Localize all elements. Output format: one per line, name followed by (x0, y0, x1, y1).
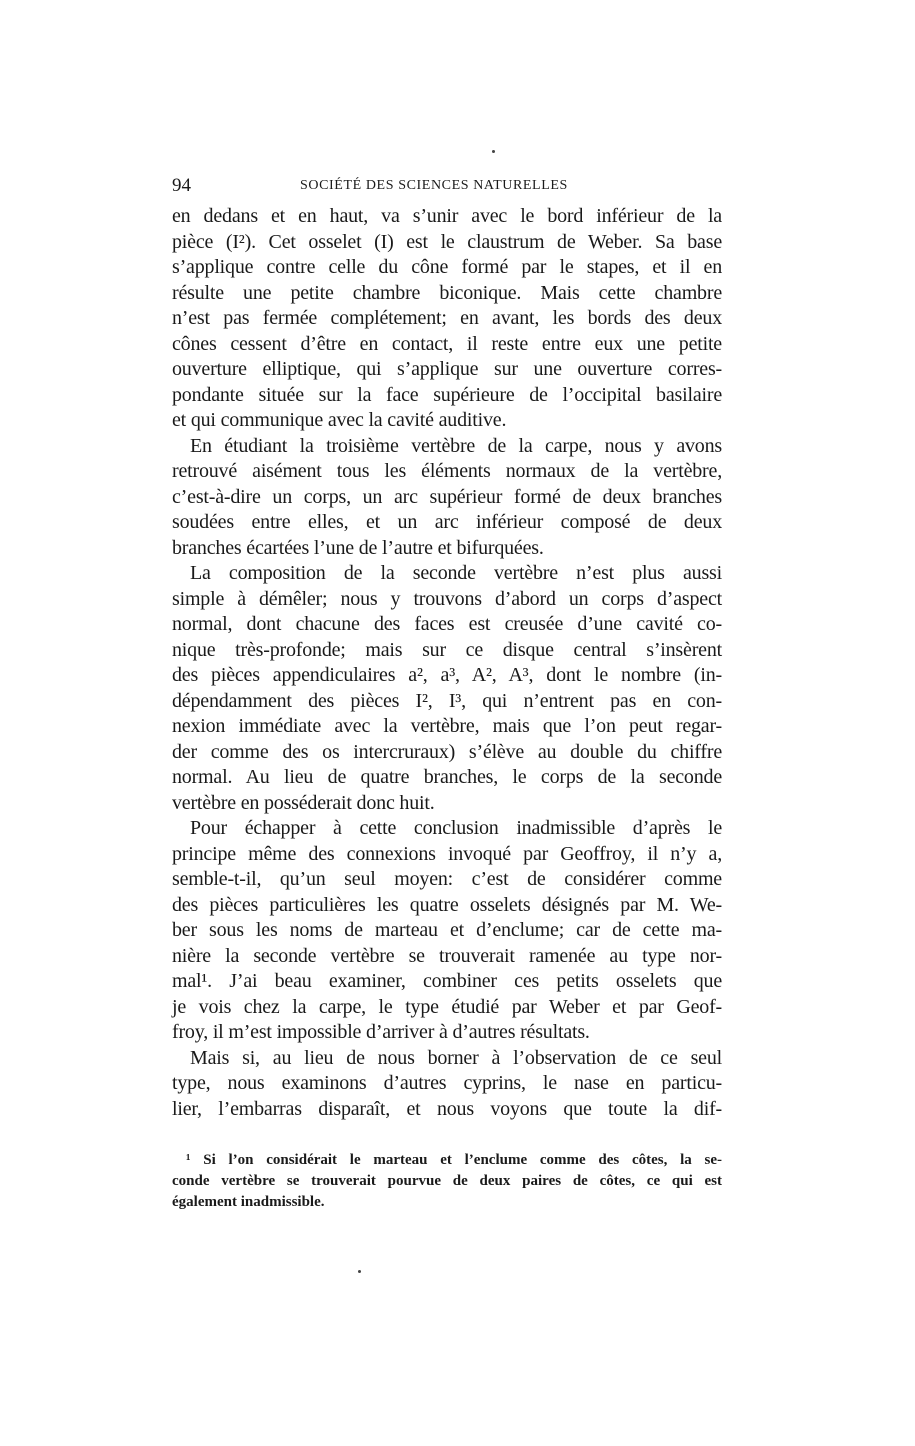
text-line: der comme des os intercruraux) s’élève au double du chiffre (172, 740, 722, 763)
text-line: normal, dont chacune des faces est creusée d’une cavité co- (172, 613, 722, 635)
text-line: je vois chez la carpe, le type étudié par Weber et par Geof- (172, 995, 722, 1018)
footnote-line: ¹ Si l’on considérait le marteau et l’enclume comme des côtes, la se- (186, 1152, 722, 1168)
body-text (172, 204, 722, 1122)
text-line: dépendamment des pièces I², I³, qui n’entrent pas en con- (172, 689, 722, 712)
text-line: branches écartées l’une de l’autre et bifurquées. (172, 536, 544, 559)
text-line: froy, il m’est impossible d’arriver à d’autres résultats. (172, 1021, 590, 1043)
text-line: c’est-à-dire un corps, un arc supérieur formé de deux branches (172, 485, 722, 508)
text-line: retrouvé aisément tous les éléments normaux de la vertèbre, (172, 460, 722, 482)
text-line: Mais si, au lieu de nous borner à l’observation de ce seul (190, 1046, 722, 1069)
ink-speck (358, 1270, 361, 1273)
text-line: semble-t-il, qu’un seul moyen: c’est de considérer comme (172, 868, 722, 890)
text-line: nexion immédiate avec la vertèbre, mais que l’on peut regar- (172, 715, 722, 737)
text-line: et qui communique avec la cavité auditive. (172, 409, 507, 431)
footnote-line: également inadmissible. (172, 1194, 325, 1210)
text-line: En étudiant la troisième vertèbre de la carpe, nous y avons (190, 434, 722, 457)
text-line: des pièces particulières les quatre osselets désignés par M. We- (172, 893, 722, 916)
footnote (172, 1150, 722, 1213)
text-line: lier, l’embarras disparaît, et nous voyons que toute la dif- (172, 1097, 722, 1120)
text-line: simple à démêler; nous y trouvons d’abord un corps d’aspect (172, 587, 722, 610)
running-title: SOCIÉTÉ DES SCIENCES NATURELLES (300, 178, 568, 193)
text-line: s’applique contre celle du cône formé par le stapes, et il en (172, 256, 722, 278)
footnote-line: conde vertèbre se trouverait pourvue de deux paires de côtes, ce qui est (172, 1173, 722, 1189)
text-line: nique très-profonde; mais sur ce disque central s’insèrent (172, 638, 722, 661)
text-line: Pour échapper à cette conclusion inadmissible d’après le (190, 817, 722, 839)
text-line: résulte une petite chambre biconique. Mais cette chambre (172, 281, 722, 304)
text-line: cônes cessent d’être en contact, il reste entre eux une petite (172, 332, 722, 355)
text-line: soudées entre elles, et un arc inférieur composé de deux (172, 511, 722, 533)
text-line: normal. Au lieu de quatre branches, le corps de la seconde (172, 766, 722, 788)
text-line: n’est pas fermée complétement; en avant, les bords des deux (172, 307, 722, 329)
text-line: type, nous examinons d’autres cyprins, le nase en particu- (172, 1072, 722, 1094)
text-line: pondante située sur la face supérieure de l’occipital basilaire (172, 383, 722, 406)
ink-speck (492, 150, 495, 153)
text-line: ber sous les noms de marteau et d’enclume; car de cette ma- (172, 919, 722, 941)
text-line: en dedans et en haut, va s’unir avec le bord inférieur de la (172, 205, 722, 227)
text-line: principe même des connexions invoqué par Geoffroy, il n’y a, (172, 842, 722, 865)
text-line: vertèbre en posséderait donc huit. (172, 791, 435, 814)
text-line: La composition de la seconde vertèbre n’est plus aussi (190, 562, 722, 584)
text-line: ouverture elliptique, qui s’applique sur une ouverture corres- (172, 358, 722, 380)
text-line: nière la seconde vertèbre se trouverait ramenée au type nor- (172, 944, 722, 967)
page-header (172, 175, 722, 199)
text-line: mal¹. J’ai beau examiner, combiner ces petits osselets que (172, 970, 722, 992)
text-line: des pièces appendiculaires a², a³, A², A³, dont le nombre (in- (172, 664, 722, 686)
page-number: 94 (172, 175, 191, 196)
text-line: pièce (I²). Cet osselet (I) est le claustrum de Weber. Sa base (172, 230, 722, 253)
